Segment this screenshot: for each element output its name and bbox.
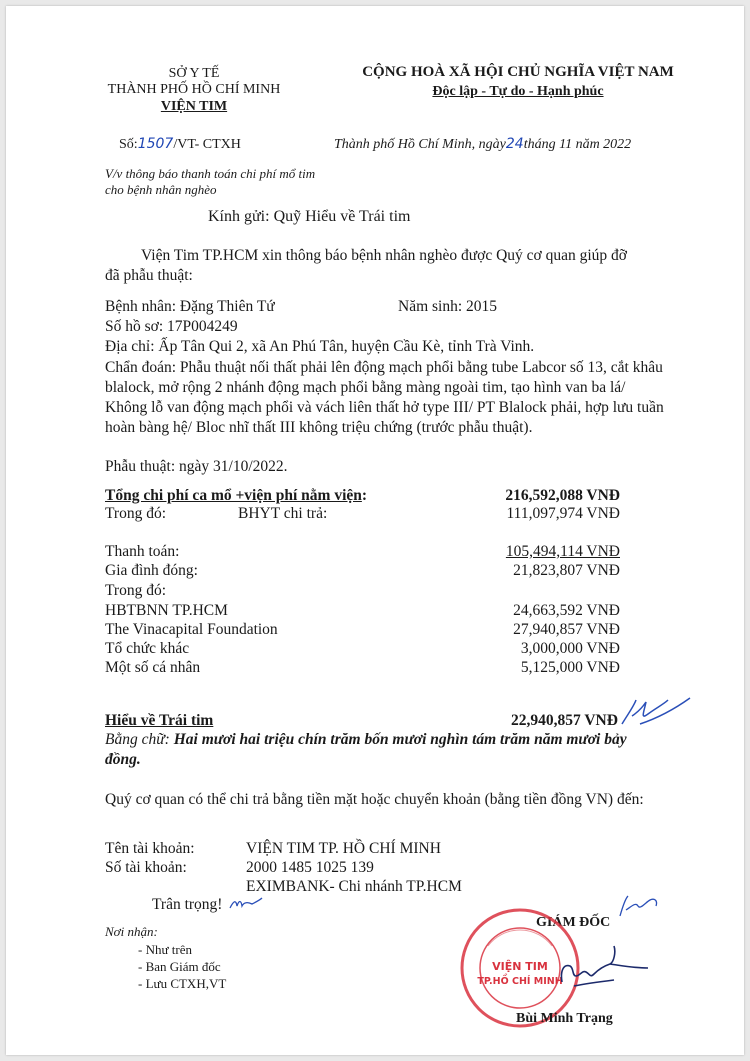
bank-name: EXIMBANK- Chi nhánh TP.HCM <box>246 878 462 895</box>
header-nation: CỘNG HOÀ XÃ HỘI CHỦ NGHĨA VIỆT NAM <box>362 64 674 80</box>
stamp-bottom-text: TP.HỒ CHÍ MINH <box>477 976 563 987</box>
ref-number-handwritten: 1507 <box>137 136 174 152</box>
date-suffix: tháng 11 năm 2022 <box>523 137 632 152</box>
recipient-item: - Lưu CTXH,VT <box>138 976 227 991</box>
bhyt-label-prefix: Trong đó: <box>105 505 167 522</box>
signatory-title: GIÁM ĐỐC <box>536 915 611 930</box>
date-day-handwritten: 24 <box>505 136 524 152</box>
stamp-center-text: VIỆN TIM <box>492 960 548 973</box>
family-label: Gia đình đóng: <box>105 562 198 579</box>
recipient-item: - Như trên <box>138 942 192 957</box>
fund-value: 22,940,857 VNĐ <box>511 712 618 729</box>
closing: Trân trọng! <box>152 896 223 913</box>
donor-row-value: 24,663,592 VNĐ <box>513 602 620 619</box>
document-date <box>334 136 631 153</box>
signatory-name: Bùi Minh Trạng <box>516 1011 613 1026</box>
recipients-title: Nơi nhận: <box>105 924 158 939</box>
of-which-label: Trong đó: <box>105 582 167 599</box>
donor-row-label: The Vinacapital Foundation <box>105 621 278 638</box>
payment-note: Quý cơ quan có thể chi trả bằng tiền mặt hoặc chuyển khoản (bằng tiền đồng VN) đến: <box>105 791 644 808</box>
ref-number <box>119 136 241 153</box>
header-motto: Độc lập - Tự do - Hạnh phúc <box>432 84 604 99</box>
subject-line-2: cho bệnh nhân nghèo <box>105 182 217 197</box>
family-value: 21,823,807 VNĐ <box>513 562 620 579</box>
donor-row-label: HBTBNN TP.HCM <box>105 602 228 619</box>
ref-suffix: /VT- CTXH <box>173 137 241 152</box>
donor-row-value: 3,000,000 VNĐ <box>520 640 620 657</box>
total-cost-label-text: Tổng chi phí ca mổ +viện phí nằm viện <box>105 487 362 504</box>
fund-label: Hiểu về Trái tim <box>105 712 214 729</box>
payment-label: Thanh toán: <box>105 543 180 560</box>
amount-in-words-text: Hai mươi hai triệu chín trăm bốn mươi nghìn tám trăm năm mươi bảy đồng. <box>105 731 627 768</box>
header-ministry: SỞ Y TẾ <box>168 66 220 81</box>
donor-row-label: Tổ chức khác <box>105 640 190 657</box>
payment-value: 105,494,114 VNĐ <box>505 543 620 560</box>
document-page <box>6 6 744 1055</box>
recipient-item: - Ban Giám đốc <box>138 959 221 974</box>
patient-diagnosis: Chẩn đoán: Phẫu thuật nối thất phải lên động mạch phổi bằng tube Labcor số 13, cắt khâu blalock, mở rộng 2 nhánh động mạch phổi bằng màng ngoài tim, tạo hình van ba lá/ Không lỗ van động mạch phổi và vách liên thất hở type III/ PT Blalock phải, hợp lưu tuần hoàn bàng hệ/ Bloc nhĩ thất III không triệu chứng (trước phẫu thuật). <box>105 359 664 436</box>
amount-in-words <box>105 730 665 770</box>
donor-row-label: Một số cá nhân <box>105 659 201 676</box>
header-city: THÀNH PHỐ HỒ CHÍ MINH <box>107 82 281 97</box>
subject-line-1: V/v thông báo thanh toán chi phí mổ tim <box>105 166 316 181</box>
header-institute: VIỆN TIM <box>160 99 228 114</box>
patient-surgery-date: Phẫu thuật: ngày 31/10/2022. <box>105 458 288 475</box>
bhyt-value: 111,097,974 VNĐ <box>506 505 620 522</box>
donor-row-value: 5,125,000 VNĐ <box>520 659 620 676</box>
total-cost-value: 216,592,088 VNĐ <box>505 487 620 504</box>
ref-prefix: Số: <box>119 137 138 152</box>
patient-name: Bệnh nhân: Đặng Thiên Tứ <box>105 298 275 315</box>
account-name-label: Tên tài khoản: <box>105 840 195 857</box>
account-number-label: Số tài khoản: <box>105 859 187 876</box>
account-name: VIỆN TIM TP. HỒ CHÍ MINH <box>246 840 441 857</box>
patient-record: Số hồ sơ: 17P004249 <box>105 318 238 335</box>
amount-in-words-label: Bằng chữ: <box>105 731 170 748</box>
closing-initials-icon <box>228 894 264 914</box>
title-initials-icon <box>616 892 662 922</box>
total-cost-colon: : <box>361 487 368 504</box>
salutation: Kính gửi: Quỹ Hiểu về Trái tim <box>208 208 411 225</box>
date-prefix: Thành phố Hồ Chí Minh, ngày <box>334 137 506 152</box>
bhyt-label: BHYT chi trả: <box>238 505 328 522</box>
director-signature-icon <box>554 942 654 998</box>
intro-paragraph: Viện Tim TP.HCM xin thông báo bệnh nhân nghèo được Quý cơ quan giúp đỡ đã phẫu thuật: <box>105 247 627 284</box>
donor-row-value: 27,940,857 VNĐ <box>513 621 620 638</box>
patient-birth-year: Năm sinh: 2015 <box>398 298 498 315</box>
account-number: 2000 1485 1025 139 <box>246 859 374 876</box>
total-cost-label <box>105 487 367 505</box>
patient-address: Địa chỉ: Ấp Tân Qui 2, xã An Phú Tân, huyện Cầu Kè, tỉnh Trà Vinh. <box>105 338 535 355</box>
